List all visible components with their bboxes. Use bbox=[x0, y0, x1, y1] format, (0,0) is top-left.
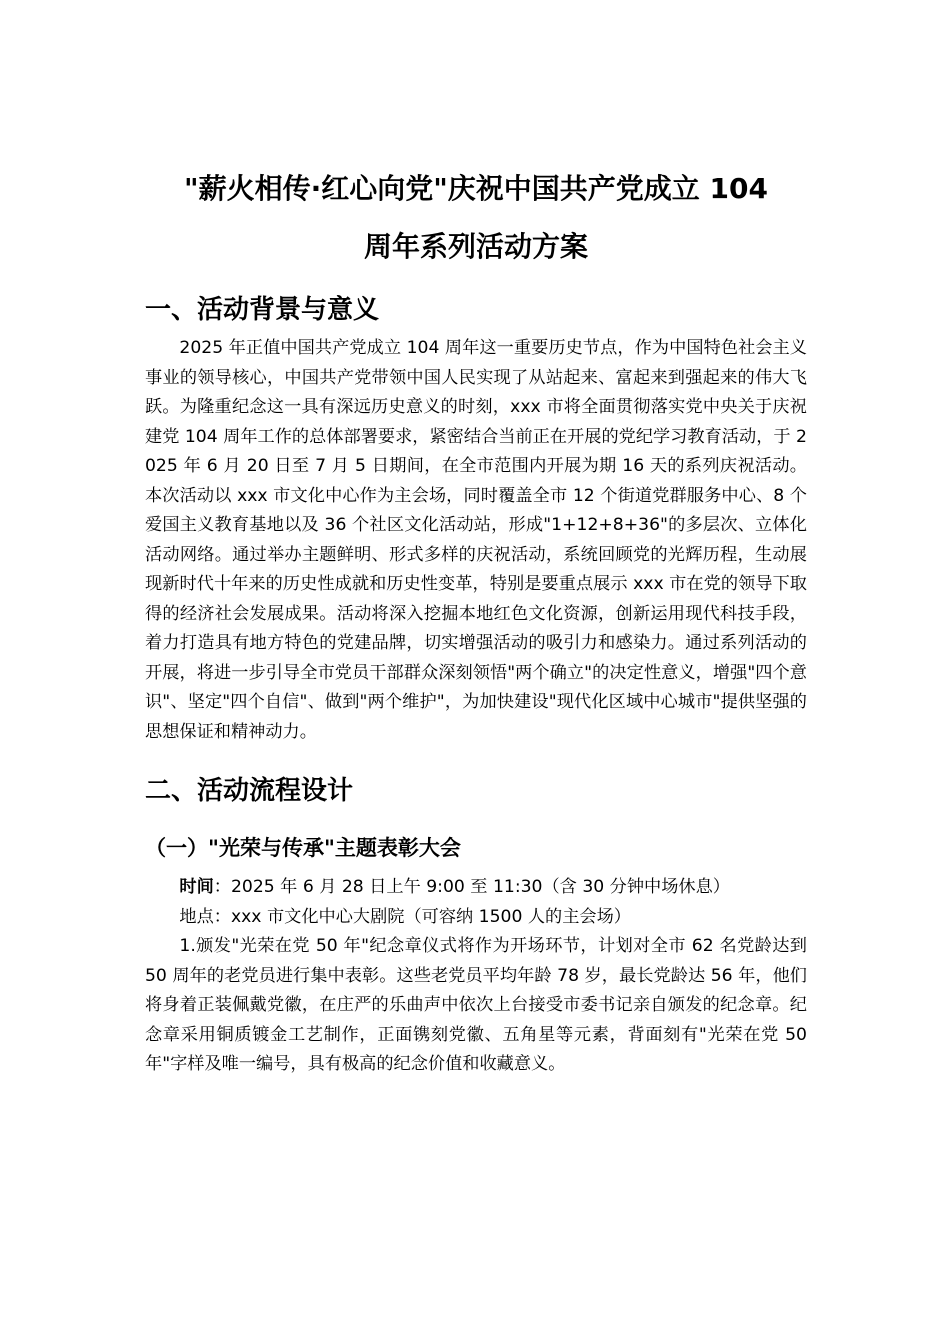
document-title-line-2: 周年系列活动方案 bbox=[363, 230, 588, 263]
subsection-1-heading: （一）"光荣与传承"主题表彰大会 bbox=[145, 836, 461, 860]
section-2-heading: 二、活动流程设计 bbox=[145, 776, 354, 806]
event-time bbox=[145, 873, 807, 903]
section-1-paragraph: 2025 年正值中国共产党成立 104 周年这一重要历史节点，作为中国特色社会主义事业的领导核心，中国共产党带领中国人民实现了从站起来、富起来到强起来的伟大飞跃。为隆重纪念这一具有深远历史意义的时刻，xxx 市将全面贯彻落实党中央关于庆祝建党 104 周年工作的总体部署要求，紧密结合当前正在开展的党纪学习教育活动，于 2025 年 6 月 20 日至 7 月 5 日期间，在全市范围内开展为期 16 天的系列庆祝活动。本次活动以 xxx 市文化中心作为主会场，同时覆盖全市 12 个街道党群服务中心、8 个爱国主义教育基地以及 36 个社区文化活动站，形成"1+12+8+36"的多层次、立体化活动网络。通过举办主题鲜明、形式多样的庆祝活动，系统回顾党的光辉历程，生动展现新时代十年来的历史性成就和历史性变革，特别是要重点展示 xxx 市在党的领导下取得的经济社会发展成果。活动将深入挖掘本地红色文化资源，创新运用现代科技手段，着力打造具有地方特色的党建品牌，切实增强活动的吸引力和感染力。通过系列活动的开展，将进一步引导全市党员干部群众深刻领悟"两个确立"的决定性意义，增强"四个意识"、坚定"四个自信"、做到"两个维护"，为加快建设"现代化区域中心城市"提供坚强的思想保证和精神动力。 bbox=[145, 338, 807, 742]
subsection-1-item-1: 1.颁发"光荣在党 50 年"纪念章仪式将作为开场环节，计划对全市 62 名党龄达到 50 周年的老党员进行集中表彰。这些老党员平均年龄 78 岁，最长党龄达 56 年，他们将身着正装佩戴党徽，在庄严的乐曲声中依次上台接受市委书记亲自颁发的纪念章。纪念章采用铜质镀金工艺制作，正面镌刻党徽、五角星等元素，背面刻有"光荣在党 50 年"字样及唯一编号，具有极高的纪念价值和收藏意义。 bbox=[145, 936, 807, 1074]
document-page bbox=[145, 160, 807, 1080]
event-time-value: ：2025 年 6 月 28 日上午 9:00 至 11:30（含 30 分钟中场休息） bbox=[213, 877, 730, 897]
event-location-value: ：xxx 市文化中心大剧院（可容纳 1500 人的主会场） bbox=[213, 906, 631, 927]
event-location bbox=[145, 903, 807, 933]
event-time-label: 时间 bbox=[179, 877, 214, 897]
document-title-line-1: "薪火相传·红心向党"庆祝中国共产党成立 104 bbox=[183, 172, 768, 205]
document-title bbox=[145, 160, 807, 276]
event-location-label: 地点 bbox=[179, 906, 214, 927]
section-1-heading: 一、活动背景与意义 bbox=[145, 295, 380, 325]
